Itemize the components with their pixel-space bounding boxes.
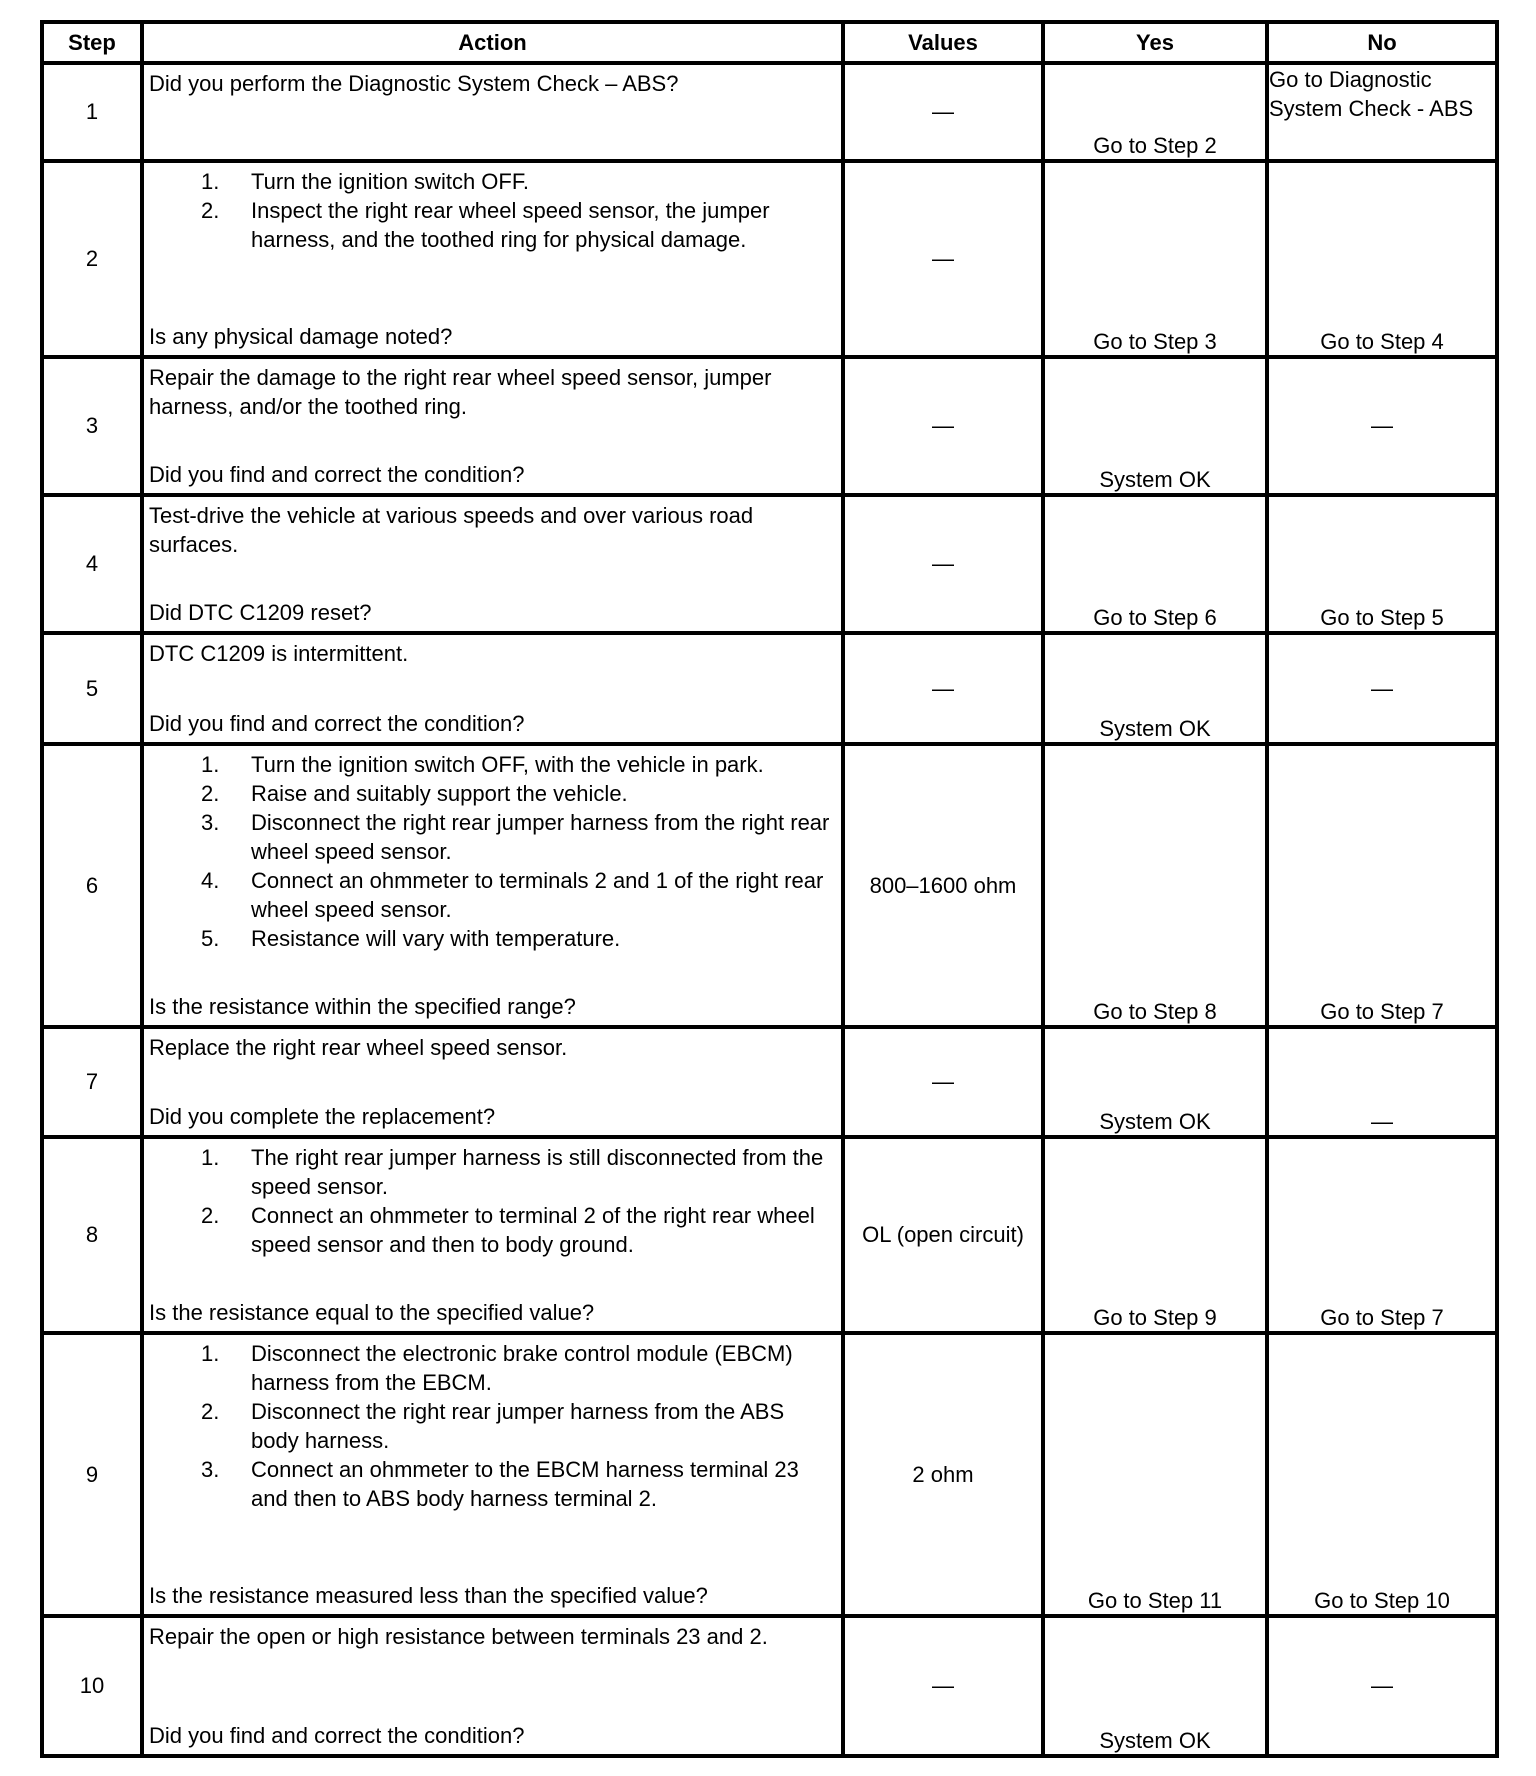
- list-item: 1. Turn the ignition switch OFF, with the vehicle in park.: [201, 752, 764, 777]
- step-number: 9: [42, 1333, 142, 1616]
- table-row: [42, 161, 1497, 357]
- yes-cell: Go to Step 2: [1043, 63, 1267, 161]
- list-item: 3. Disconnect the right rear jumper harness from the right rear wheel speed sensor.: [201, 810, 830, 864]
- value-cell: —: [843, 63, 1043, 161]
- step-number: 8: [42, 1137, 142, 1333]
- step-number: 2: [42, 161, 142, 357]
- list-item: 5. Resistance will vary with temperature.: [201, 926, 621, 951]
- action-cell: [142, 1616, 843, 1756]
- action-question: Did you complete the replacement?: [149, 1104, 496, 1129]
- no-cell: —: [1267, 357, 1497, 495]
- no-cell: Go to Diagnostic System Check - ABS: [1267, 63, 1497, 161]
- no-cell: Go to Step 4: [1267, 161, 1497, 357]
- action-question: Is any physical damage noted?: [149, 324, 453, 349]
- action-question: Is the resistance measured less than the specified value?: [149, 1583, 708, 1608]
- action-cell: [142, 1333, 843, 1616]
- step-number: 7: [42, 1027, 142, 1137]
- step-number: 10: [42, 1616, 142, 1756]
- value-cell: —: [843, 357, 1043, 495]
- yes-cell: System OK: [1043, 1027, 1267, 1137]
- action-text: Repair the damage to the right rear wheel speed sensor, jumper harness, and/or the toothed ring.: [149, 365, 772, 419]
- step-number: 6: [42, 744, 142, 1027]
- action-cell: [142, 1137, 843, 1333]
- table-row: [42, 63, 1497, 161]
- action-question: Did you find and correct the condition?: [149, 1723, 525, 1748]
- no-cell: —: [1267, 1027, 1497, 1137]
- action-step-list: [149, 750, 837, 953]
- yes-cell: System OK: [1043, 357, 1267, 495]
- yes-cell: Go to Step 9: [1043, 1137, 1267, 1333]
- value-cell: 2 ohm: [843, 1333, 1043, 1616]
- yes-cell: Go to Step 11: [1043, 1333, 1267, 1616]
- action-text: Did you perform the Diagnostic System Check – ABS?: [149, 71, 679, 96]
- action-text: DTC C1209 is intermittent.: [149, 641, 409, 666]
- action-text: Test-drive the vehicle at various speeds and over various road surfaces.: [149, 503, 754, 557]
- list-item: 1. The right rear jumper harness is still disconnected from the speed sensor.: [201, 1145, 824, 1199]
- action-question: Did you find and correct the condition?: [149, 462, 525, 487]
- table-row: [42, 495, 1497, 633]
- action-cell: [142, 63, 843, 161]
- no-cell: Go to Step 7: [1267, 744, 1497, 1027]
- step-number: 4: [42, 495, 142, 633]
- value-cell: —: [843, 495, 1043, 633]
- action-cell: [142, 357, 843, 495]
- list-item: 1. Turn the ignition switch OFF.: [201, 169, 529, 194]
- table-row: [42, 1333, 1497, 1616]
- value-cell: —: [843, 633, 1043, 744]
- header-step: Step: [42, 22, 142, 63]
- action-cell: [142, 744, 843, 1027]
- action-text: Replace the right rear wheel speed sensor.: [149, 1035, 568, 1060]
- value-cell: —: [843, 161, 1043, 357]
- action-question: Is the resistance within the specified range?: [149, 994, 576, 1019]
- no-cell: —: [1267, 633, 1497, 744]
- table-row: [42, 1616, 1497, 1756]
- diagnostic-table-container: [40, 20, 1499, 1758]
- header-no: No: [1267, 22, 1497, 63]
- list-item: 4. Connect an ohmmeter to terminals 2 and 1 of the right rear wheel speed sensor.: [201, 868, 824, 922]
- action-text: Repair the open or high resistance between terminals 23 and 2.: [149, 1624, 768, 1649]
- no-cell: Go to Step 7: [1267, 1137, 1497, 1333]
- yes-cell: System OK: [1043, 1616, 1267, 1756]
- action-step-list: [149, 167, 837, 254]
- list-item: 1. Disconnect the electronic brake control module (EBCM) harness from the EBCM.: [201, 1341, 793, 1395]
- list-item: 2. Disconnect the right rear jumper harness from the ABS body harness.: [201, 1399, 785, 1453]
- list-item: 2. Connect an ohmmeter to terminal 2 of the right rear wheel speed sensor and then to body ground.: [201, 1203, 815, 1257]
- no-cell: Go to Step 10: [1267, 1333, 1497, 1616]
- table-row: [42, 1027, 1497, 1137]
- action-step-list: [149, 1339, 837, 1513]
- value-cell: 800–1600 ohm: [843, 744, 1043, 1027]
- action-cell: [142, 495, 843, 633]
- value-cell: OL (open circuit): [843, 1137, 1043, 1333]
- yes-cell: Go to Step 3: [1043, 161, 1267, 357]
- step-number: 5: [42, 633, 142, 744]
- list-item: 2. Raise and suitably support the vehicle.: [201, 781, 628, 806]
- no-cell: Go to Step 5: [1267, 495, 1497, 633]
- step-number: 1: [42, 63, 142, 161]
- yes-cell: System OK: [1043, 633, 1267, 744]
- yes-cell: Go to Step 8: [1043, 744, 1267, 1027]
- step-number: 3: [42, 357, 142, 495]
- action-step-list: [149, 1143, 837, 1259]
- action-cell: [142, 633, 843, 744]
- list-item: 3. Connect an ohmmeter to the EBCM harness terminal 23 and then to ABS body harness terminal 2.: [201, 1457, 799, 1511]
- no-cell: —: [1267, 1616, 1497, 1756]
- yes-cell: Go to Step 6: [1043, 495, 1267, 633]
- header-values: Values: [843, 22, 1043, 63]
- action-cell: [142, 161, 843, 357]
- value-cell: —: [843, 1027, 1043, 1137]
- action-question: Did you find and correct the condition?: [149, 711, 525, 736]
- action-question: Did DTC C1209 reset?: [149, 600, 372, 625]
- header-action: Action: [142, 22, 843, 63]
- header-row: [42, 22, 1497, 63]
- table-row: [42, 357, 1497, 495]
- action-question: Is the resistance equal to the specified value?: [149, 1300, 595, 1325]
- table-row: [42, 1137, 1497, 1333]
- header-yes: Yes: [1043, 22, 1267, 63]
- diagnostic-table: [40, 20, 1499, 1758]
- list-item: 2. Inspect the right rear wheel speed sensor, the jumper harness, and the toothed ring for physical damage.: [201, 198, 770, 252]
- action-cell: [142, 1027, 843, 1137]
- table-row: [42, 633, 1497, 744]
- table-row: [42, 744, 1497, 1027]
- value-cell: —: [843, 1616, 1043, 1756]
